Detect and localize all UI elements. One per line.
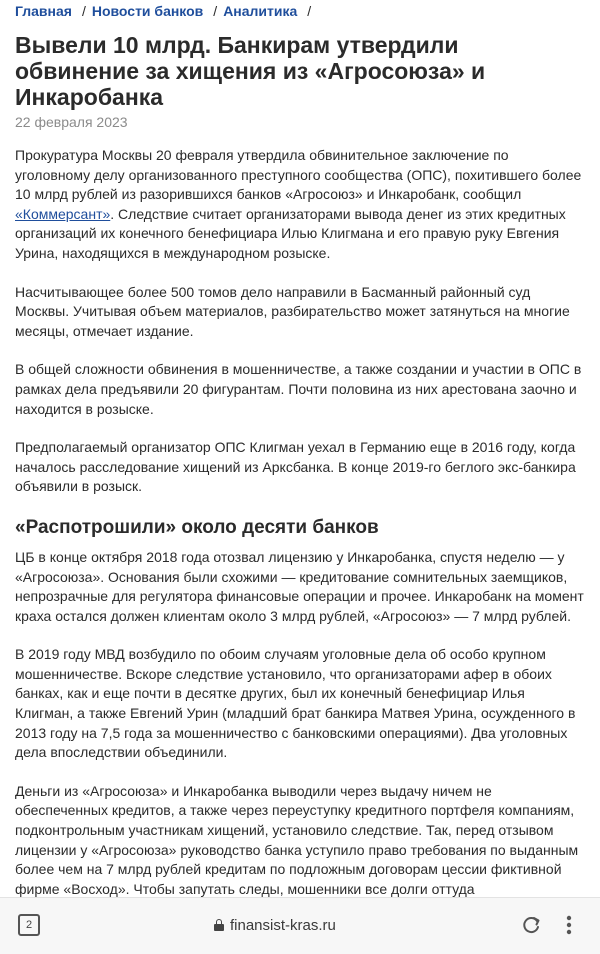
breadcrumb-separator: /	[307, 3, 312, 19]
tab-switcher-button[interactable]: 2	[18, 914, 40, 936]
article-title: Вывели 10 млрд. Банкирам утвердили обвинение за хищения из «Агросоюза» и Инкаробанка	[15, 32, 486, 110]
article-paragraph: Деньги из «Агросоюза» и Инкаробанка выводили через выдачу ничем не обеспеченных кредитов, а также через переуступку кредитного портфеля компаниям, подконтрольным участникам хищений, установило следствие. Так, перед отзывом лицензии у «Агросоюза» руководство банка уступило право требования по выданным более чем на 7 млрд рублей кредитам по подложным договорам цессии фиктивной фирме «Восход». Чтобы запутать следы, мошенники все долги оттуда	[15, 782, 579, 897]
section-heading: «Распотрошили» около десяти банков	[15, 516, 379, 538]
address-bar[interactable]	[214, 912, 336, 938]
breadcrumb-separator: /	[213, 3, 218, 19]
paragraph-text: . Следствие считает организаторами вывода денег из этих кредитных организаций их конечного бенефициара Илью Клигмана и его правую руку Евгения Урина, находящихся в международном розыске.	[15, 205, 566, 261]
article	[15, 22, 585, 922]
article-paragraph: Предполагаемый организатор ОПС Клигман уехал в Германию еще в 2016 году, когда началось расследование хищений из Арксбанка. В конце 2019-го беглого экс-банкира объявили в розыск.	[15, 439, 576, 495]
breadcrumb-analytics-link[interactable]: Аналитика	[223, 3, 298, 19]
url-text: finansist-kras.ru	[230, 916, 336, 934]
article-paragraph: В 2019 году МВД возбудило по обоим случаям уголовные дела об особо крупном мошенничестве. Вскоре следствие установило, что организаторами афер в обоих банках, как и еще почти в десятке других, был их конечный бенефициар Илья Клигман, а также Евгений Урин (младший брат банкира Матвея Урина, осужденного в 2013 году на 7,5 года за мошенничество с банковскими операциями). Два уголовных дела впоследствии объединили.	[15, 646, 576, 761]
article-paragraph: В общей сложности обвинения в мошенничестве, а также создании и участии в ОПС в рамках дела предъявили 20 фигурантам. Почти половина из них арестована заочно и находится в розыске.	[15, 361, 582, 417]
article-paragraph	[15, 146, 585, 264]
paragraph-text: Прокуратура Москвы 20 февраля утвердила обвинительное заключение по уголовному делу организованного преступного сообщества (ОПС), похитившего более 10 млрд рублей из разорившихся банков «Агросоюз» и Инкаробанк, сообщил	[15, 147, 582, 203]
breadcrumb-home-link[interactable]: Главная	[15, 3, 72, 19]
breadcrumb	[15, 0, 585, 22]
article-paragraph: Насчитывающее более 500 томов дело направили в Басманный районный суд Москвы. Учитывая объем материалов, разбирательство может затянуться на многие месяцы, отмечает издание.	[15, 283, 570, 339]
reload-icon[interactable]	[520, 912, 542, 938]
article-paragraph: ЦБ в конце октября 2018 года отозвал лицензию у Инкаробанка, спустя неделю — у «Агросоюза». Основания были схожими — кредитование сомнительных заемщиков, непрозрачные для регулятора финансовые операции и прочее. Инкаробанк на момент краха остался должен клиентам около 3 млрд рублей, «Агросоюз» — 7 млрд рублей.	[15, 548, 584, 624]
article-date: 22 февраля 2023	[15, 114, 128, 130]
breadcrumb-news-link[interactable]: Новости банков	[91, 3, 204, 19]
lock-icon	[214, 919, 224, 931]
browser-bottom-bar	[0, 897, 600, 954]
menu-icon[interactable]	[562, 912, 576, 938]
kommersant-link[interactable]: «Коммерсант»	[15, 205, 111, 222]
breadcrumb-separator: /	[81, 3, 86, 19]
